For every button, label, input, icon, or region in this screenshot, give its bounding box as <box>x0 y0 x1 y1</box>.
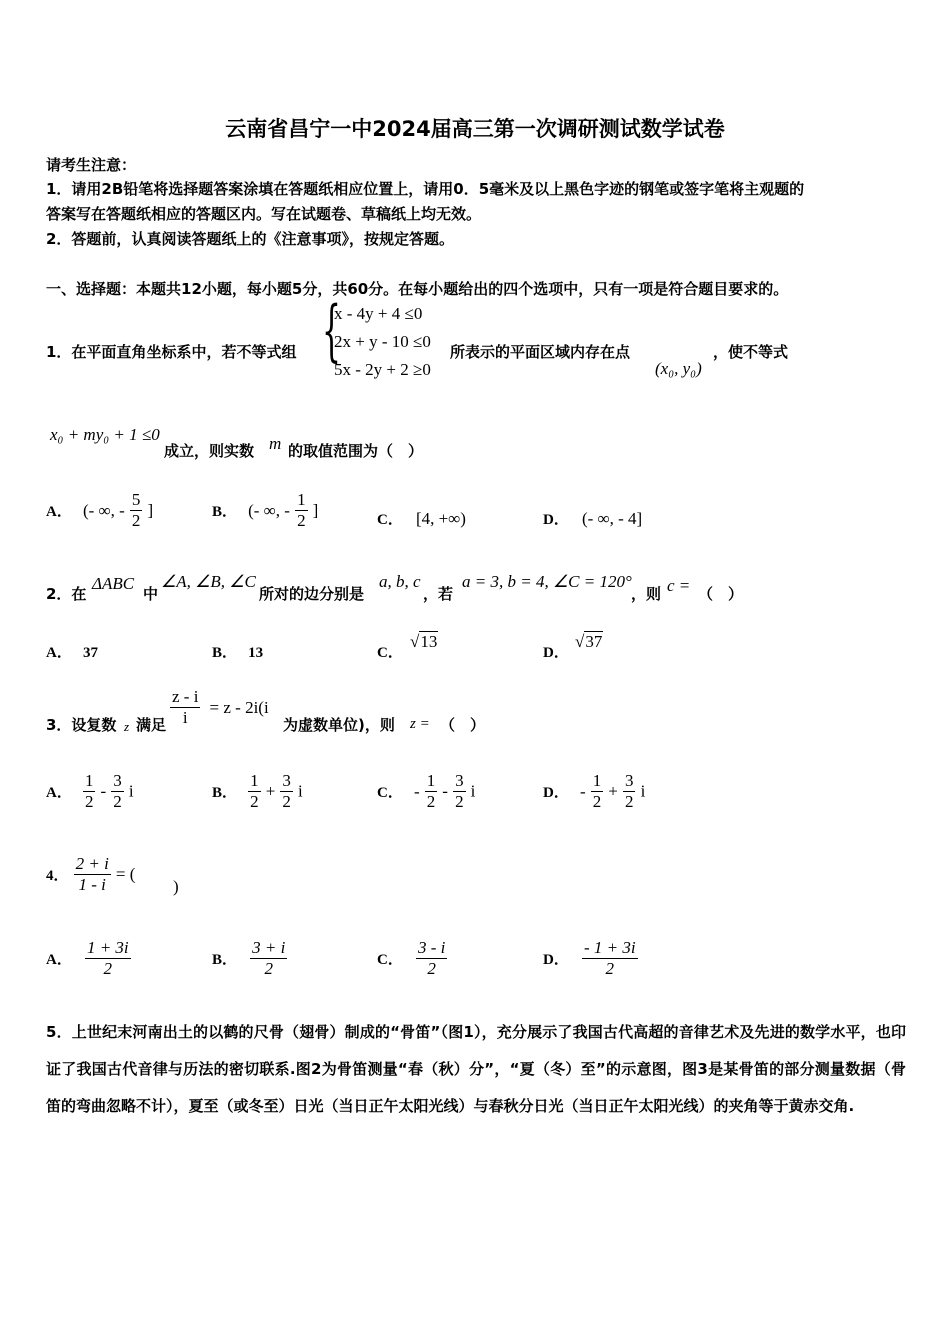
option-operator: + <box>265 781 276 801</box>
q1-inequality: x₀ + my₀ + 1 ≤0 <box>50 425 160 444</box>
q2-angles: ∠A, ∠B, ∠C <box>161 572 256 591</box>
option-label: B． <box>212 785 238 801</box>
notice-heading: 请考生注意： <box>46 156 137 174</box>
fraction-denominator: 2 <box>297 511 306 530</box>
fraction-denominator: 2 <box>592 792 602 811</box>
option-operator: - <box>100 781 107 801</box>
exam-title: 云南省昌宁一中2024届高三第一次调研测试数学试卷 <box>225 117 725 141</box>
fraction <box>582 938 638 979</box>
fraction <box>453 771 466 812</box>
fraction <box>111 771 124 812</box>
sqrt-icon: √ <box>410 632 420 651</box>
option-label: D． <box>543 512 569 528</box>
q2-triangle: ΔABC <box>92 574 135 593</box>
fraction <box>425 771 438 812</box>
q1-line2b: 的取值范围为（ ） <box>288 442 424 460</box>
q1-system <box>334 300 431 384</box>
fraction-denominator: i <box>182 708 188 727</box>
fraction <box>295 490 308 531</box>
fraction-numerator: z - i <box>172 687 199 706</box>
q3-text: 为虚数单位)，则 <box>283 716 395 734</box>
fraction-numerator: 1 <box>592 771 602 790</box>
option-label: A． <box>46 504 72 520</box>
option-label: A． <box>46 952 72 968</box>
q3-rhs: = z - 2i(i <box>209 697 269 717</box>
option-label: B． <box>212 645 238 661</box>
q1-point: (x₀, y₀) <box>655 359 702 378</box>
option-text: (- ∞, - <box>248 500 290 520</box>
fraction-numerator: - 1 + 3i <box>583 938 636 957</box>
option-label: C． <box>377 645 403 661</box>
option-imag: i <box>640 781 646 801</box>
fraction-denominator: 2 <box>103 959 113 978</box>
fraction-numerator: 3 <box>113 771 122 790</box>
option-operator: + <box>608 781 618 801</box>
option-label: A． <box>46 645 72 661</box>
option-text: 37 <box>82 645 98 661</box>
q2-option-d-sqrt <box>575 632 603 652</box>
fraction <box>416 938 447 979</box>
option-label: C． <box>377 512 403 528</box>
fraction-numerator: 3 <box>455 771 464 790</box>
fraction-denominator: 2 <box>282 792 291 811</box>
q2-sides: a, b, c <box>379 572 421 591</box>
q2-condition: a = 3, b = 4, ∠C = 120° <box>462 572 632 591</box>
fraction-denominator: 2 <box>250 792 259 811</box>
option-text: [4, +∞) <box>415 509 466 528</box>
q1-system-line: x - 4y + 4 ≤0 <box>334 304 423 323</box>
q4-option-a[interactable] <box>46 938 131 979</box>
notice-line-1b: 答案写在答题纸相应的答题区内。写在试题卷、草稿纸上均无效。 <box>46 205 482 223</box>
fraction-denominator: 2 <box>426 792 436 811</box>
fraction-numerator: 1 <box>297 490 306 509</box>
fraction-denominator: 2 <box>131 511 141 530</box>
notice-line-1: 1．请用2B铅笔将选择题答案涂填在答题纸相应位置上，请用0．5毫米及以上黑色字迹的钢笔或签字笔将主观题的 <box>46 180 805 198</box>
q1-mid: 所表示的平面区域内存在点 <box>450 343 631 361</box>
fraction-numerator: 3 <box>282 771 291 790</box>
q4-option-b[interactable] <box>212 938 287 979</box>
q3-z: z <box>124 719 130 734</box>
q2-text: ，若 <box>423 585 454 603</box>
q2-text: ，则 <box>631 585 662 603</box>
fraction <box>280 771 293 812</box>
fraction-numerator: 1 <box>84 771 94 790</box>
option-imag: i <box>297 781 303 801</box>
fraction-denominator: 2 <box>455 792 464 811</box>
q1-prefix: 1．在平面直角坐标系中，若不等式组 <box>46 343 297 361</box>
q1-system-line: 5x - 2y + 2 ≥0 <box>334 360 431 379</box>
q1-option-c[interactable] <box>377 508 466 529</box>
fraction-numerator: 3 <box>624 771 634 790</box>
q3-prefix: 3．设复数 <box>46 716 117 734</box>
section-heading: 一、选择题：本题共12小题，每小题5分，共60分。在每小题给出的四个选项中，只有一项是符合题目要求的。 <box>46 280 789 298</box>
fraction-numerator: 3 - i <box>417 938 446 957</box>
q2-text: 中 <box>143 585 159 603</box>
option-label: C． <box>377 785 403 801</box>
q4-close: ) <box>173 877 179 896</box>
q2-text: 所对的边分别是 <box>259 585 365 603</box>
q3-option-c[interactable] <box>377 771 475 812</box>
fraction-denominator: 2 <box>605 959 614 978</box>
option-label: D． <box>543 785 569 801</box>
q1-var-m: m <box>269 434 282 453</box>
q2-option-a[interactable] <box>46 641 98 662</box>
fraction-denominator: 2 <box>427 959 436 978</box>
fraction-denominator: 2 <box>264 959 273 978</box>
option-sign: - <box>413 781 420 801</box>
option-label: C． <box>377 952 403 968</box>
option-label: D． <box>543 952 569 968</box>
option-text: 13 <box>248 645 264 661</box>
fraction-numerator: 3 + i <box>252 938 286 957</box>
q2-option-c-sqrt <box>410 632 438 652</box>
sqrt-icon: √ <box>575 632 585 651</box>
option-text: 13 <box>420 632 438 651</box>
fraction <box>130 490 143 531</box>
q4-rhs: = ( <box>115 864 136 884</box>
fraction <box>250 938 287 979</box>
q4-option-d[interactable] <box>543 938 638 979</box>
option-text: ] <box>147 500 154 520</box>
option-text: 37 <box>585 632 603 651</box>
q3-option-d[interactable] <box>543 771 645 812</box>
q3-z2: z = <box>410 716 430 732</box>
q2-option-d[interactable] <box>543 641 569 662</box>
fraction-denominator: 2 <box>113 792 122 811</box>
q1-option-d[interactable] <box>543 508 642 529</box>
option-operator: - <box>442 781 448 801</box>
fraction <box>83 771 96 812</box>
fraction-numerator: 1 <box>426 771 436 790</box>
q3-option-b[interactable] <box>212 771 303 812</box>
fraction-numerator: 2 + i <box>75 854 109 873</box>
q3-equation <box>170 687 269 728</box>
fraction-denominator: 2 <box>624 792 634 811</box>
fraction <box>591 771 604 812</box>
fraction-numerator: 1 <box>250 771 259 790</box>
option-text: (- ∞, - 4] <box>581 509 643 528</box>
option-label: B． <box>212 504 238 520</box>
option-label: B． <box>212 952 238 968</box>
brace-icon: { <box>322 292 341 369</box>
option-text: ] <box>312 500 319 520</box>
q3-paren: （ ） <box>440 716 486 734</box>
option-text: (- ∞, - <box>82 500 125 520</box>
option-label: D． <box>543 645 569 661</box>
q2-option-c[interactable] <box>377 641 403 662</box>
q3-text: 满足 <box>136 716 167 734</box>
q2-paren: （ ） <box>698 585 744 603</box>
q4-stem <box>46 854 135 895</box>
q1-option-a[interactable] <box>46 490 153 531</box>
q4-option-c[interactable] <box>377 938 447 979</box>
fraction-denominator: 2 <box>84 792 94 811</box>
q1-line2: 成立，则实数 <box>164 442 255 460</box>
fraction-numerator: 5 <box>131 490 141 509</box>
fraction-numerator: 1 + 3i <box>86 938 129 957</box>
fraction <box>170 687 200 728</box>
fraction <box>248 771 261 812</box>
q1-suffix: ，使不等式 <box>713 343 789 361</box>
option-sign: - <box>579 781 586 801</box>
q2-prefix: 2．在 <box>46 585 87 603</box>
fraction <box>74 854 111 895</box>
option-imag: i <box>470 781 476 801</box>
notice-line-2: 2．答题前，认真阅读答题纸上的《注意事项》，按规定答题。 <box>46 230 454 248</box>
q2-c: c = <box>667 576 691 595</box>
q1-system-line: 2x + y - 10 ≤0 <box>334 332 431 351</box>
option-imag: i <box>128 781 134 801</box>
q5-paragraph: 5．上世纪末河南出土的以鹤的尺骨（翅骨）制成的“骨笛”（图1），充分展示了我国古代高超的音律艺术及先进的数学水平，也印证了我国古代音律与历法的密切联系.图2为骨笛测量“春（秋）分”，“夏（冬）至”的示意图，图3是某骨笛的部分测量数据（骨笛的弯曲忽略不计），夏至（或冬至）日光（当日正午太阳光线）与春秋分日光（当日正午太阳光线）的夹角等于黄赤交角. <box>46 1023 906 1115</box>
fraction <box>85 938 131 979</box>
option-label: A． <box>46 785 72 801</box>
q4-label: 4． <box>46 868 69 884</box>
fraction <box>623 771 636 812</box>
q1-option-b[interactable] <box>212 490 318 531</box>
q3-option-a[interactable] <box>46 771 134 812</box>
q2-option-b[interactable] <box>212 641 263 662</box>
fraction-denominator: 1 - i <box>78 875 106 894</box>
